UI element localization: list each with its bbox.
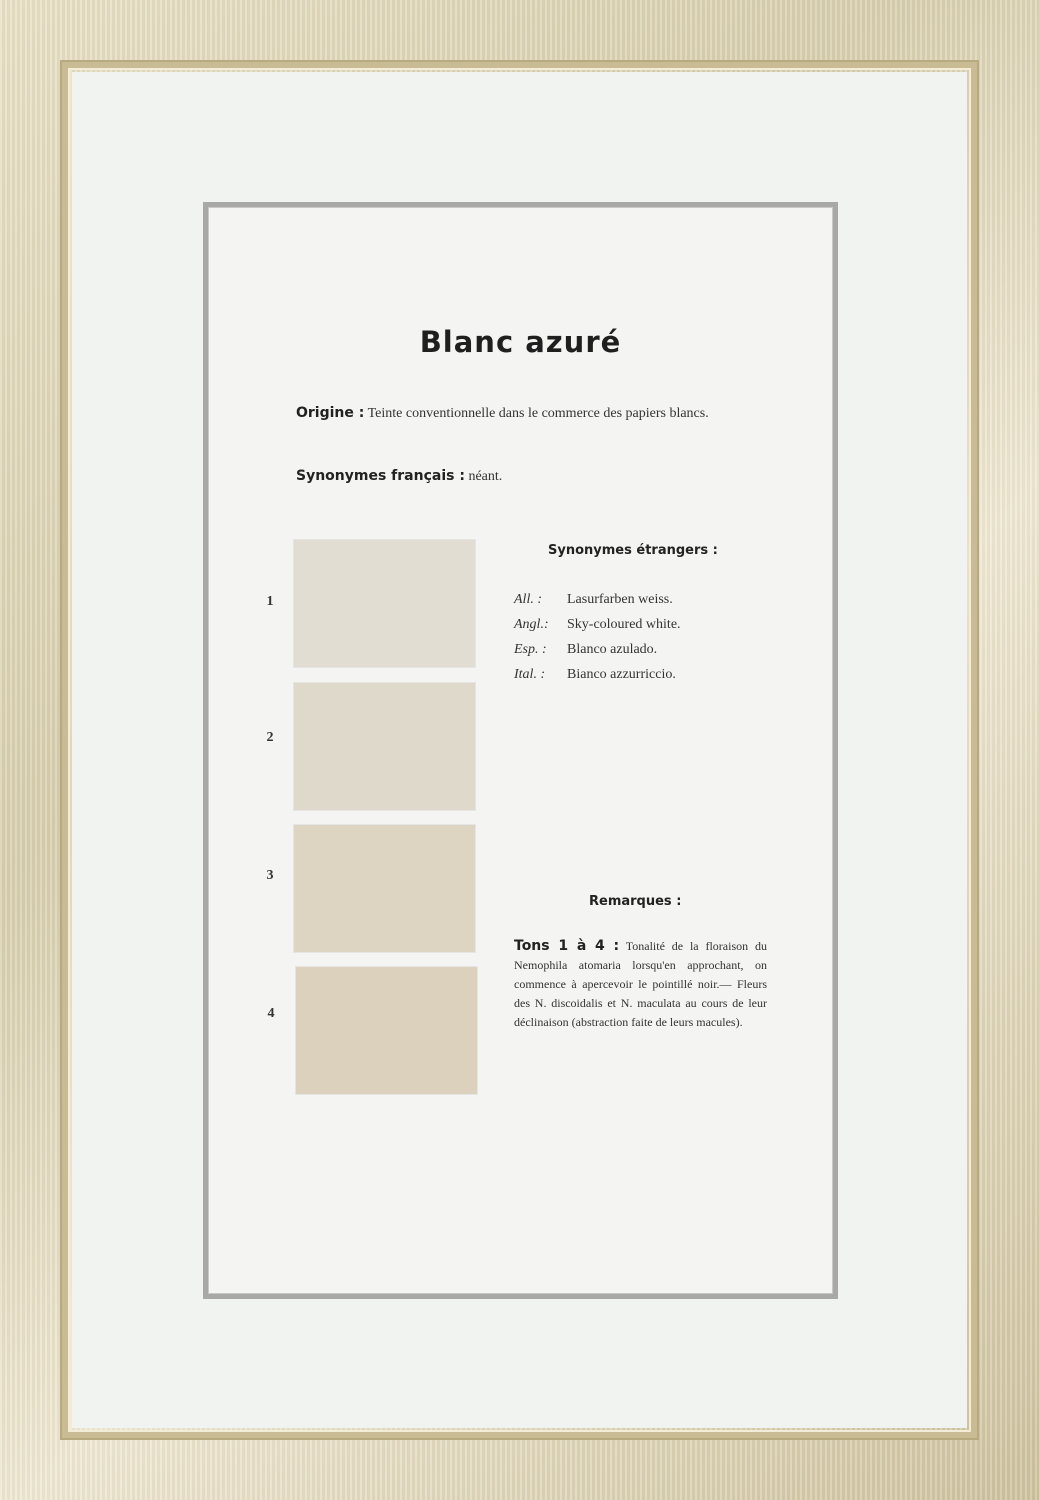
remarks-text: Tonalité de la floraison du Nemophila atomaria lorsqu'en approchant, on commence à apercevoir le pointillé noir.— Fleurs des N. discoidalis et N. maculata au cours de leur déclinaison (abstraction faite de leurs macules). (514, 939, 767, 1029)
swatch-number-3: 3 (266, 868, 274, 883)
foreign-synonyms-heading: Synonymes étrangers : (548, 543, 718, 558)
synonym-value: Sky-coloured white. (567, 617, 681, 632)
origin-line (296, 405, 709, 422)
french-synonyms-text: néant. (468, 469, 503, 484)
color-swatch-1 (294, 540, 475, 667)
french-synonyms-label: Synonymes français : (296, 468, 465, 484)
swatch-number-2: 2 (266, 730, 274, 745)
color-swatch-4 (296, 967, 477, 1094)
list-item (514, 592, 681, 617)
page-title: Blanc azuré (419, 325, 622, 359)
origin-text: Teinte conventionnelle dans le commerce des papiers blancs. (367, 406, 709, 421)
color-swatch-2 (294, 683, 475, 810)
list-item (514, 617, 681, 642)
remarks-label: Tons 1 à 4 : (514, 938, 620, 954)
remarks-paragraph (514, 937, 767, 1032)
synonym-value: Lasurfarben weiss. (567, 592, 673, 607)
list-item (514, 642, 681, 667)
language-abbr: Angl.: (514, 617, 549, 632)
swatch-number-1: 1 (266, 594, 274, 609)
swatch-number-4: 4 (267, 1006, 275, 1021)
document-page (203, 202, 838, 1299)
foreign-synonyms-list (514, 592, 681, 692)
language-abbr: All. : (514, 592, 542, 607)
french-synonyms-line (296, 468, 502, 485)
synonym-value: Blanco azulado. (567, 642, 658, 657)
language-abbr: Ital. : (514, 667, 546, 682)
origin-label: Origine : (296, 405, 365, 421)
color-swatch-3 (294, 825, 475, 952)
synonym-value: Bianco azzurriccio. (567, 667, 676, 682)
remarks-heading: Remarques : (589, 894, 682, 909)
list-item (514, 667, 681, 692)
language-abbr: Esp. : (514, 642, 547, 657)
